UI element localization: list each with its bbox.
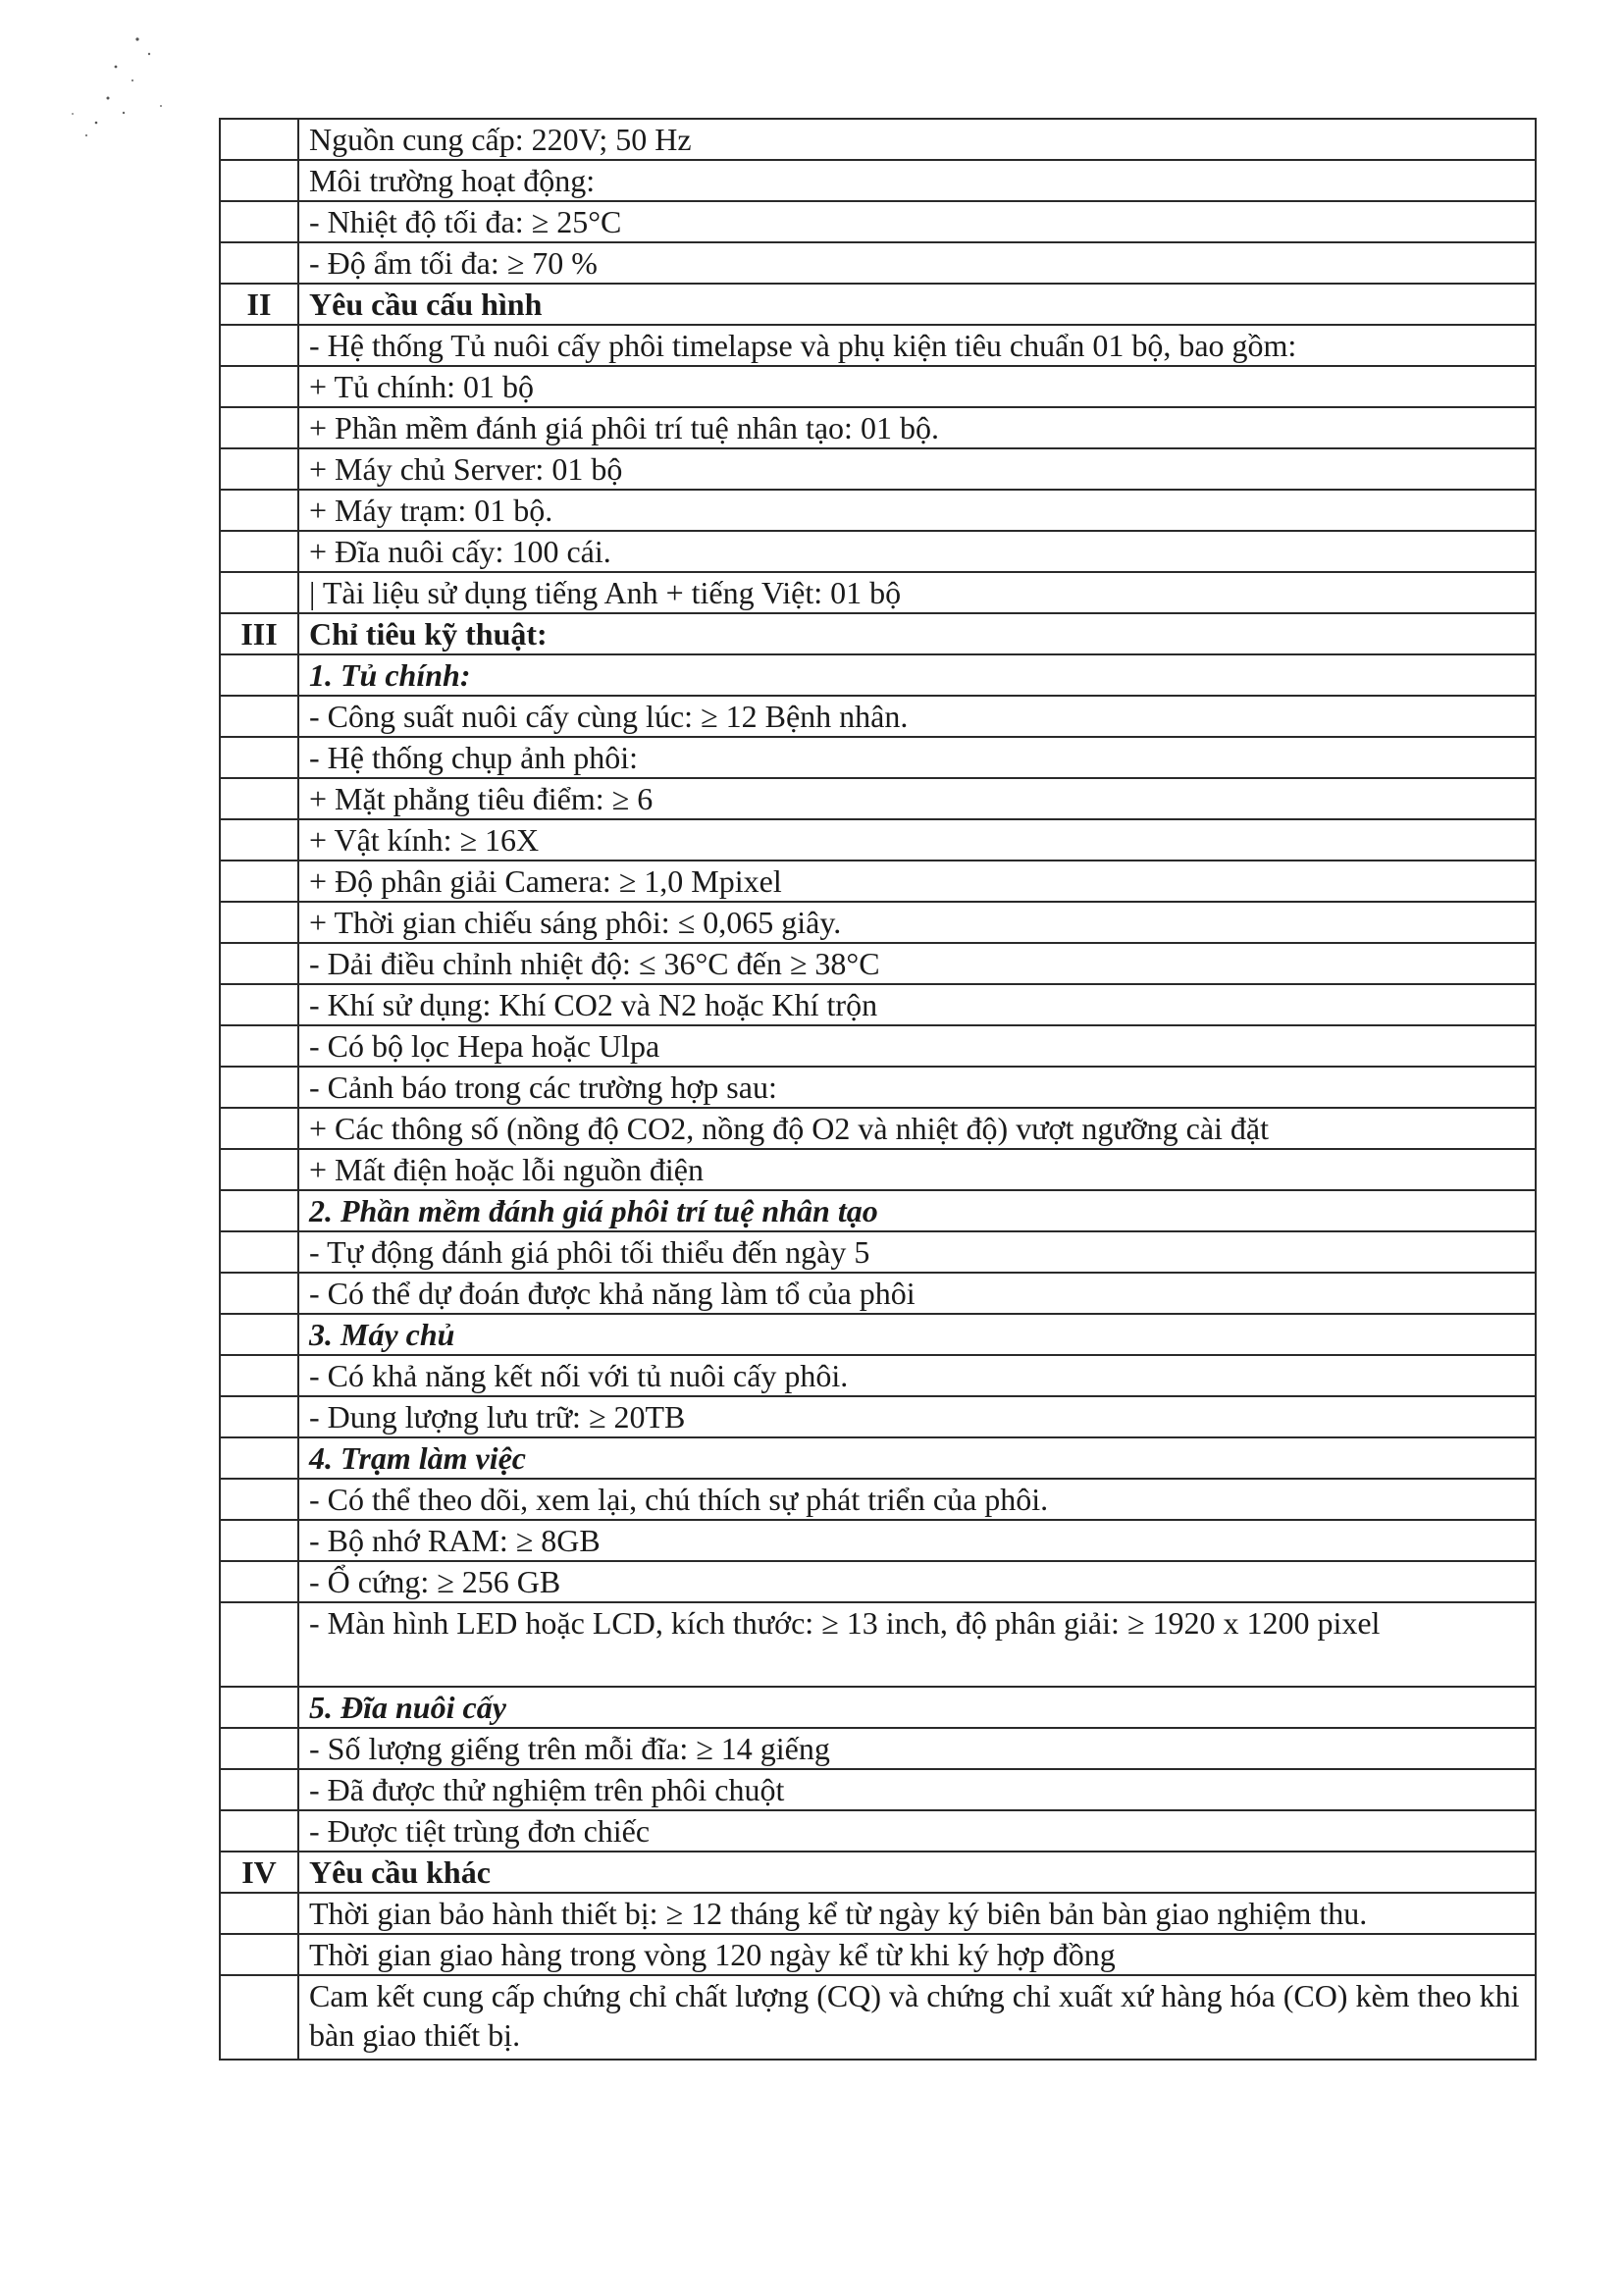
- row-content-cell: - Được tiệt trùng đơn chiếc: [298, 1810, 1536, 1852]
- table-row: [220, 1355, 1536, 1396]
- table-row: [220, 1852, 1536, 1893]
- specification-table-body: [220, 119, 1536, 2060]
- row-number-cell: [220, 119, 298, 160]
- row-number-cell: [220, 1687, 298, 1728]
- table-row: [220, 1396, 1536, 1437]
- row-content-cell: Thời gian bảo hành thiết bị: ≥ 12 tháng kể từ ngày ký biên bản bàn giao nghiệm thu.: [298, 1893, 1536, 1934]
- table-row: [220, 737, 1536, 778]
- row-content-cell: 3. Máy chủ: [298, 1314, 1536, 1355]
- row-content-cell: - Hệ thống Tủ nuôi cấy phôi timelapse và phụ kiện tiêu chuẩn 01 bộ, bao gồm:: [298, 325, 1536, 366]
- row-content-cell: + Phần mềm đánh giá phôi trí tuệ nhân tạo: 01 bộ.: [298, 407, 1536, 448]
- row-content-cell: - Dung lượng lưu trữ: ≥ 20TB: [298, 1396, 1536, 1437]
- row-content-cell: - Số lượng giếng trên mỗi đĩa: ≥ 14 giếng: [298, 1728, 1536, 1769]
- row-number-cell: [220, 737, 298, 778]
- row-number-cell: [220, 201, 298, 242]
- row-number-cell: [220, 654, 298, 696]
- row-content-cell: - Bộ nhớ RAM: ≥ 8GB: [298, 1520, 1536, 1561]
- row-number-cell: [220, 1602, 298, 1687]
- table-row: [220, 119, 1536, 160]
- row-content-cell: - Ổ cứng: ≥ 256 GB: [298, 1561, 1536, 1602]
- row-content-cell: - Độ ẩm tối đa: ≥ 70 %: [298, 242, 1536, 284]
- table-row: [220, 654, 1536, 696]
- table-row: [220, 613, 1536, 654]
- row-content-cell: Nguồn cung cấp: 220V; 50 Hz: [298, 119, 1536, 160]
- row-number-cell: [220, 1108, 298, 1149]
- table-row: [220, 160, 1536, 201]
- table-row: [220, 1190, 1536, 1231]
- table-row: [220, 1437, 1536, 1479]
- row-content-cell: - Nhiệt độ tối đa: ≥ 25°C: [298, 201, 1536, 242]
- table-row: [220, 1561, 1536, 1602]
- table-row: [220, 1769, 1536, 1810]
- table-row: [220, 1025, 1536, 1067]
- table-row: [220, 861, 1536, 902]
- row-number-cell: [220, 1728, 298, 1769]
- row-content-cell: 1. Tủ chính:: [298, 654, 1536, 696]
- table-row: [220, 1273, 1536, 1314]
- row-number-cell: [220, 1561, 298, 1602]
- row-number-cell: III: [220, 613, 298, 654]
- row-number-cell: [220, 984, 298, 1025]
- table-row: [220, 902, 1536, 943]
- row-content-cell: - Có khả năng kết nối với tủ nuôi cấy phôi.: [298, 1355, 1536, 1396]
- row-number-cell: [220, 490, 298, 531]
- row-number-cell: [220, 1934, 298, 1975]
- table-row: [220, 325, 1536, 366]
- table-row: [220, 1520, 1536, 1561]
- row-content-cell: + Thời gian chiếu sáng phôi: ≤ 0,065 giây.: [298, 902, 1536, 943]
- row-number-cell: [220, 407, 298, 448]
- row-number-cell: [220, 819, 298, 861]
- row-content-cell: 2. Phần mềm đánh giá phôi trí tuệ nhân tạo: [298, 1190, 1536, 1231]
- row-number-cell: [220, 366, 298, 407]
- table-row: [220, 1810, 1536, 1852]
- row-number-cell: [220, 325, 298, 366]
- table-row: [220, 778, 1536, 819]
- row-number-cell: [220, 1479, 298, 1520]
- row-content-cell: - Khí sử dụng: Khí CO2 và N2 hoặc Khí trộn: [298, 984, 1536, 1025]
- row-content-cell: Yêu cầu cấu hình: [298, 284, 1536, 325]
- row-content-cell: - Dải điều chỉnh nhiệt độ: ≤ 36°C đến ≥ 38°C: [298, 943, 1536, 984]
- row-number-cell: [220, 696, 298, 737]
- table-row: [220, 366, 1536, 407]
- row-number-cell: [220, 778, 298, 819]
- row-content-cell: + Đĩa nuôi cấy: 100 cái.: [298, 531, 1536, 572]
- row-number-cell: [220, 1067, 298, 1108]
- row-content-cell: Cam kết cung cấp chứng chỉ chất lượng (CQ) và chứng chỉ xuất xứ hàng hóa (CO) kèm theo khi bàn giao thiết bị.: [298, 1975, 1536, 2060]
- row-number-cell: [220, 902, 298, 943]
- row-number-cell: [220, 1273, 298, 1314]
- table-row: [220, 1067, 1536, 1108]
- row-number-cell: [220, 1149, 298, 1190]
- table-row: [220, 1479, 1536, 1520]
- specification-table: [219, 118, 1537, 2061]
- table-row: [220, 572, 1536, 613]
- row-content-cell: 5. Đĩa nuôi cấy: [298, 1687, 1536, 1728]
- table-row: [220, 1687, 1536, 1728]
- table-row: [220, 448, 1536, 490]
- table-row: [220, 1314, 1536, 1355]
- table-row: [220, 1975, 1536, 2060]
- row-number-cell: [220, 572, 298, 613]
- row-content-cell: 4. Trạm làm việc: [298, 1437, 1536, 1479]
- row-content-cell: + Máy trạm: 01 bộ.: [298, 490, 1536, 531]
- row-number-cell: [220, 1355, 298, 1396]
- row-content-cell: Yêu cầu khác: [298, 1852, 1536, 1893]
- row-number-cell: [220, 1769, 298, 1810]
- row-number-cell: [220, 1810, 298, 1852]
- table-row: [220, 1602, 1536, 1687]
- row-number-cell: [220, 1520, 298, 1561]
- table-row: [220, 490, 1536, 531]
- row-number-cell: [220, 1437, 298, 1479]
- table-row: [220, 1934, 1536, 1975]
- row-number-cell: [220, 1314, 298, 1355]
- row-content-cell: - Đã được thử nghiệm trên phôi chuột: [298, 1769, 1536, 1810]
- row-number-cell: [220, 861, 298, 902]
- row-number-cell: [220, 1025, 298, 1067]
- row-content-cell: + Tủ chính: 01 bộ: [298, 366, 1536, 407]
- scan-specks: [39, 20, 196, 147]
- row-content-cell: + Máy chủ Server: 01 bộ: [298, 448, 1536, 490]
- row-content-cell: - Cảnh báo trong các trường hợp sau:: [298, 1067, 1536, 1108]
- row-content-cell: - Tự động đánh giá phôi tối thiểu đến ngày 5: [298, 1231, 1536, 1273]
- row-content-cell: Môi trường hoạt động:: [298, 160, 1536, 201]
- row-content-cell: + Vật kính: ≥ 16X: [298, 819, 1536, 861]
- row-content-cell: Thời gian giao hàng trong vòng 120 ngày kể từ khi ký hợp đồng: [298, 1934, 1536, 1975]
- row-number-cell: [220, 242, 298, 284]
- row-content-cell: + Mặt phẳng tiêu điểm: ≥ 6: [298, 778, 1536, 819]
- table-row: [220, 1149, 1536, 1190]
- row-number-cell: [220, 531, 298, 572]
- table-row: [220, 1893, 1536, 1934]
- table-row: [220, 984, 1536, 1025]
- row-number-cell: [220, 1893, 298, 1934]
- table-row: [220, 242, 1536, 284]
- row-number-cell: [220, 1190, 298, 1231]
- row-content-cell: - Có bộ lọc Hepa hoặc Ulpa: [298, 1025, 1536, 1067]
- row-number-cell: [220, 943, 298, 984]
- row-content-cell: + Độ phân giải Camera: ≥ 1,0 Mpixel: [298, 861, 1536, 902]
- table-row: [220, 407, 1536, 448]
- row-number-cell: [220, 1396, 298, 1437]
- row-content-cell: - Có thể theo dõi, xem lại, chú thích sự phát triển của phôi.: [298, 1479, 1536, 1520]
- table-row: [220, 819, 1536, 861]
- row-number-cell: [220, 160, 298, 201]
- row-number-cell: [220, 1231, 298, 1273]
- table-row: [220, 696, 1536, 737]
- row-content-cell: - Màn hình LED hoặc LCD, kích thước: ≥ 13 inch, độ phân giải: ≥ 1920 x 1200 pixel: [298, 1602, 1536, 1687]
- table-row: [220, 1728, 1536, 1769]
- table-row: [220, 284, 1536, 325]
- row-content-cell: + Các thông số (nồng độ CO2, nồng độ O2 và nhiệt độ) vượt ngưỡng cài đặt: [298, 1108, 1536, 1149]
- table-row: [220, 943, 1536, 984]
- row-number-cell: II: [220, 284, 298, 325]
- row-number-cell: [220, 448, 298, 490]
- row-number-cell: [220, 1975, 298, 2060]
- row-content-cell: - Hệ thống chụp ảnh phôi:: [298, 737, 1536, 778]
- row-content-cell: - Có thể dự đoán được khả năng làm tổ của phôi: [298, 1273, 1536, 1314]
- table-row: [220, 531, 1536, 572]
- row-content-cell: + Mất điện hoặc lỗi nguồn điện: [298, 1149, 1536, 1190]
- table-row: [220, 201, 1536, 242]
- row-content-cell: | Tài liệu sử dụng tiếng Anh + tiếng Việt: 01 bộ: [298, 572, 1536, 613]
- row-content-cell: - Công suất nuôi cấy cùng lúc: ≥ 12 Bệnh nhân.: [298, 696, 1536, 737]
- row-content-cell: Chỉ tiêu kỹ thuật:: [298, 613, 1536, 654]
- table-row: [220, 1108, 1536, 1149]
- table-row: [220, 1231, 1536, 1273]
- row-number-cell: IV: [220, 1852, 298, 1893]
